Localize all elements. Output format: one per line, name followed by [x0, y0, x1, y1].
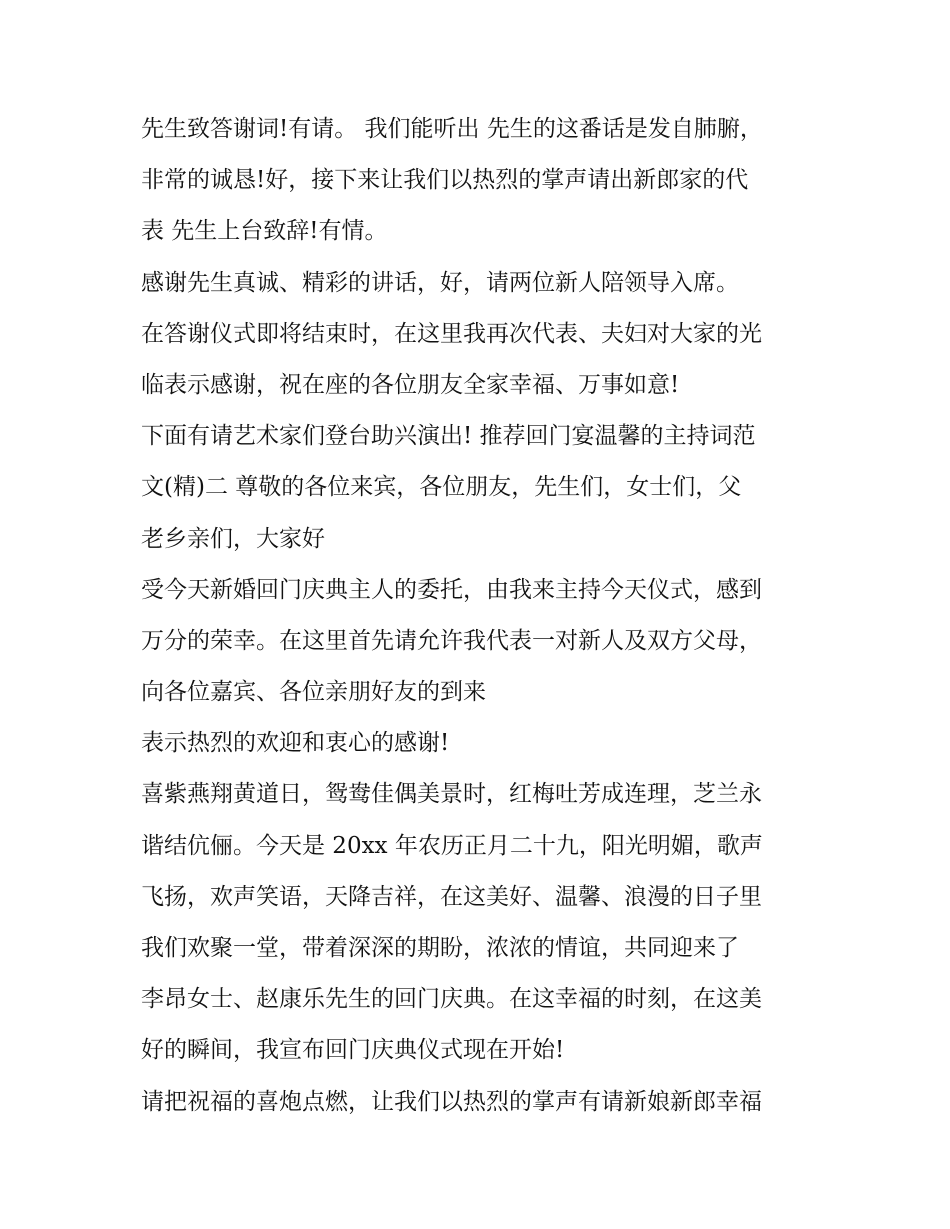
text-line: 先生致答谢词!有请。 我们能听出 先生的这番话是发自肺腑， — [141, 116, 763, 142]
text-line: 文(精)二 尊敬的各位来宾，各位朋友，先生们，女士们，父 — [141, 474, 742, 501]
text-line: 请把祝福的喜炮点燃，让我们以热烈的掌声有请新娘新郎幸福 — [141, 1088, 762, 1115]
text-line: 临表示感谢，祝在座的各位朋友全家幸福、万事如意! — [141, 371, 680, 398]
text-line: 好的瞬间，我宣布回门庆典仪式现在开始! — [141, 1037, 565, 1064]
text-line: 受今天新婚回门庆典主人的委托，由我来主持今天仪式，感到 — [141, 576, 762, 603]
text-line: 非常的诚恳!好，接下来让我们以热烈的掌声请出新郎家的代 — [141, 167, 749, 194]
text-line: 飞扬，欢声笑语，天降吉祥，在这美好、温馨、浪漫的日子里 — [141, 883, 762, 910]
text-line: 表示热烈的欢迎和衷心的感谢! — [141, 730, 450, 757]
text-line: 感谢先生真诚、精彩的讲话，好，请两位新人陪领导入席。 — [141, 269, 739, 296]
text-line: 万分的荣幸。在这里首先请允许我代表一对新人及双方父母， — [141, 627, 762, 654]
text-line: 向各位嘉宾、各位亲朋好友的到来 — [141, 679, 486, 706]
text-line: 表 先生上台致辞!有情。 — [141, 218, 388, 245]
text-line: 李昂女士、赵康乐先生的回门庆典。在这幸福的时刻，在这美 — [141, 986, 762, 1013]
text-line: 下面有请艺术家们登台助兴演出! 推荐回门宴温馨的主持词范 — [141, 423, 756, 450]
text-line: 老乡亲们，大家好 — [141, 525, 325, 552]
document-body — [141, 104, 821, 1128]
text-line: 喜紫燕翔黄道日，鸳鸯佳偶美景时，红梅吐芳成连理，芝兰永 — [141, 781, 762, 808]
text-line: 在答谢仪式即将结束时，在这里我再次代表、夫妇对大家的光 — [141, 320, 762, 347]
text-line: 我们欢聚一堂，带着深深的期盼，浓浓的情谊，共同迎来了 — [141, 935, 739, 961]
text-line: 谐结伉俪。今天是 20xx 年农历正月二十九，阳光明媚，歌声 — [141, 832, 763, 859]
